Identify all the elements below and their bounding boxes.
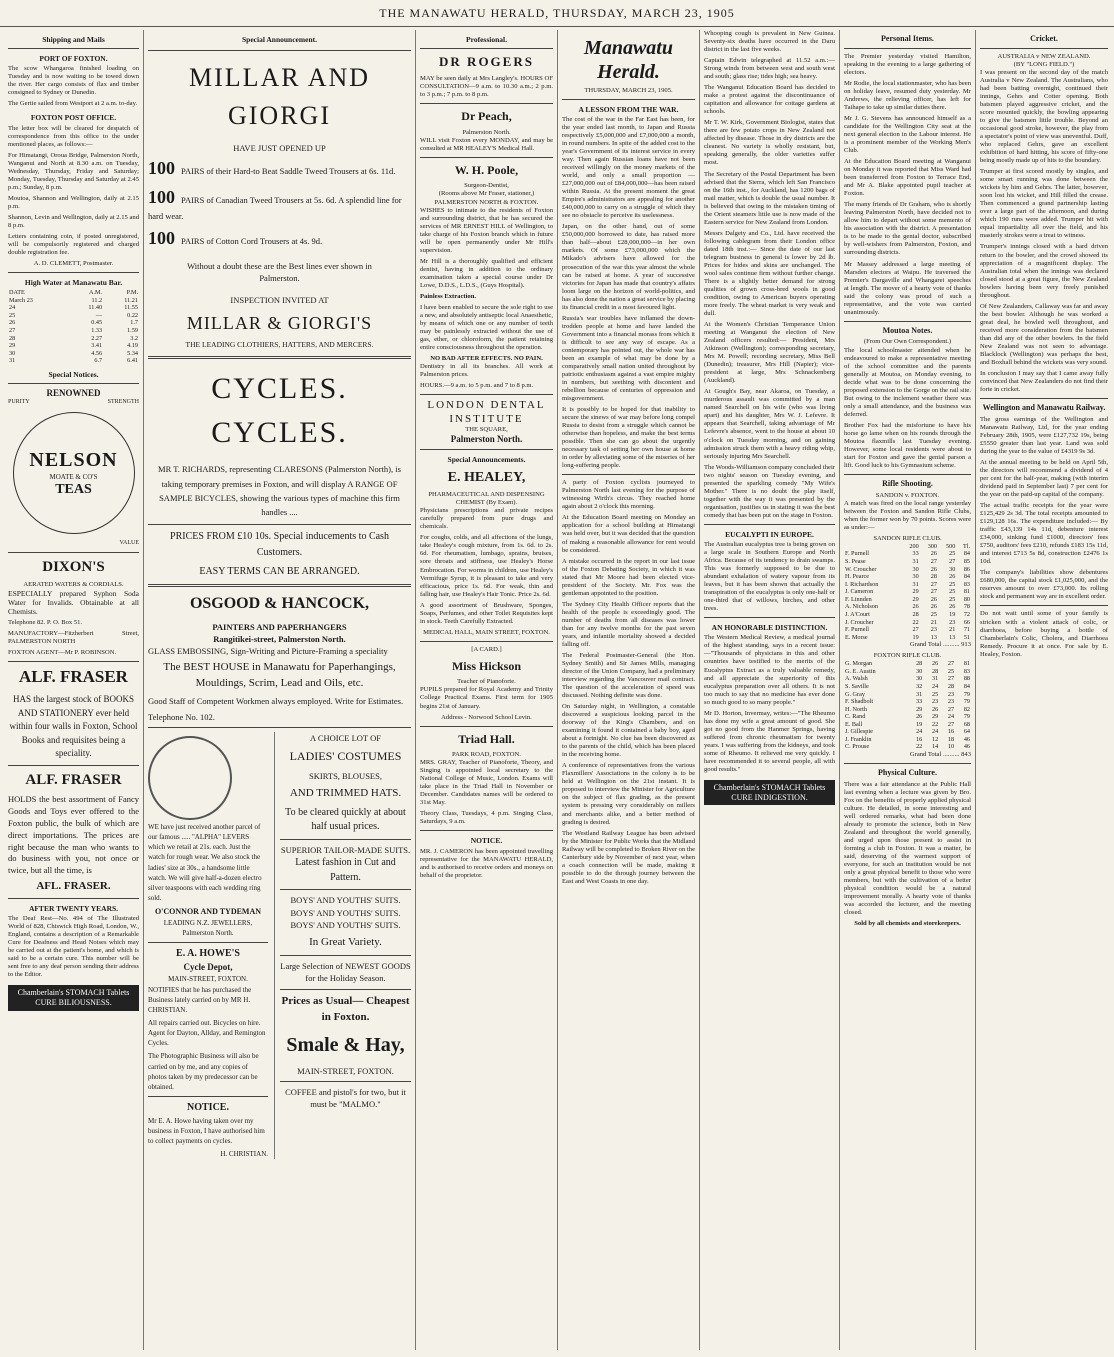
- healey-sub: PHARMACEUTICAL AND DISPENSING CHEMIST (By Exam).: [428, 491, 545, 507]
- fraser2-paragraph: HOLDS the best assortment of Fancy Goods and Toys ever offered to the Foxton public, the bulk of which are direct importations. The prices are right because the man who wants to do business with you, not once or twice, but all the time, is: [8, 793, 139, 876]
- sold-by-text: Sold by all chemists and storekeepers.: [854, 920, 961, 928]
- port-paragraph: The Gertie sailed from Westport at 2 a.m. to-day.: [8, 100, 138, 108]
- tide-col-header: P.M.: [126, 289, 138, 297]
- hickson-heading: Miss Hickson: [451, 658, 521, 673]
- news-paragraph: At Gough's Bay, near Akaroa, on Tuesday, a murderous assault was committed by a man named Searchell on his wife (who was living apart) and his daughter, Mrs W. J. Lefevre. It appears that Searchell, taking advantage of Mr Lefevre's absence, went to the house at about 10 o'clock on Tuesday morning, and on gaining admission struck them with a heavy riding whip, seriously injuring Mrs Searchell.: [704, 388, 835, 460]
- foxton-heading: FOXTON RIFLE CLUB.: [873, 652, 942, 660]
- port-paragraph: The scow Whangaroa finished loading on Tuesday and is now waiting to be towed down the river. Her cargo consists of flax and timber consigned to Sydney or Dunedin.: [8, 65, 139, 97]
- ladies-costumes: LADIES' COSTUMES: [289, 749, 402, 764]
- news-paragraph: Messrs Dalgety and Co., Ltd. have received the following cablegram from their London office dated 18th inst.:— Since the date of our last telegram business in general is lower by 2d lb. Prices for hides and skins are unchanged. The wool sales continue firm without further change. There is a slightly better demand for strong qualities of grown cross-bred wools in good condition, owing to American buyers operating more freely. The wheat market is very weak and dull.: [704, 229, 835, 318]
- osgood-sub: PAINTERS AND PAPERHANGERS: [212, 621, 347, 632]
- tide-row: 27 1.33 1.59: [9, 327, 138, 335]
- rifle-paragraph: A match was fired on the local range yesterday between the Foxton and Sandon Rifle Clubs, when the former won by 70 points. Scores were as under:—: [844, 499, 971, 531]
- hickson-address: Address - Norwood School Levin.: [441, 713, 532, 721]
- special-notices-heading: Special Notices.: [48, 369, 99, 379]
- howe-heading: E. A. HOWE'S: [176, 947, 240, 959]
- oconnor-sub: LEADING N.Z. JEWELLERS, Palmerston North.: [163, 918, 253, 937]
- healey-paragraph: For coughs, colds, and all affections of the lungs, take Healey's cough mixture, from 1s. 6d. to 2s. 6d. For rheumatism, lumbago, sprains, bruises, sore throats and stiffness, use Healey's Horse Embrocation. For worms in children, use Healey's Vermifuge Syrup, it is pleasant to take and very efficacious, price 1s. 6d. For weak, thin and falling hair, use Healey's Hair Tonic. Price 2s. 6d.: [420, 534, 553, 598]
- trouser-line-1: 100 PAIRS of their Hard-to Beat Saddle Tweed Trousers at 6s. 11d.: [148, 157, 396, 178]
- tea-ad-qualities: PURITY STRENGTH: [8, 398, 139, 405]
- news-paragraph: On Saturday night, in Wellington, a constable discovered a suspicious looking parcel in the doorway of the King's Chambers, and on examining it found it contained a baby boy, aged about a fortnight. No clue has been discovered as to the parents of the child, which has been placed in the receiving home.: [562, 703, 695, 759]
- tide-row: 24 11.40 11.55: [9, 304, 138, 312]
- moutoa-sub: (From Our Own Correspondent.): [863, 338, 952, 346]
- fraser-paragraph: HAS the largest stock of BOOKS AND STATIONERY ever held within four walls in Foxton, School Books and requisites being a speciality.: [9, 694, 138, 759]
- choice-text: A CHOICE LOT OF: [310, 732, 381, 743]
- rifle-sub: SANDON v. FOXTON.: [875, 491, 940, 499]
- triad-address: PARK ROAD, FOXTON.: [452, 751, 521, 759]
- boys-suits: BOYS' AND YOUTHS' SUITS.: [290, 907, 401, 918]
- osgood-telephone: Telephone No. 102.: [148, 711, 215, 722]
- inspection-text: INSPECTION INVITED AT: [230, 294, 329, 305]
- tide-row: 25 — 0.22: [9, 311, 138, 319]
- best-lines-text: Without a doubt these are the Best lines ever shown in Palmerston.: [187, 261, 372, 284]
- chamberlains-banner: Chamberlain's STOMACH Tablets CURE INDIGESTION.: [704, 780, 835, 806]
- tide-row: 31 6.7 6.41: [9, 357, 138, 365]
- special-announcements-heading: Special Announcements.: [447, 455, 526, 464]
- column-4: [558, 30, 700, 1350]
- news-paragraph: At the Education Board meeting on Monday an application for a school building at Himatangi was held over, but it was decided that the question of making a reasonable allowance for rent would be considered.: [562, 514, 695, 554]
- eucalyptus-heading: EUCALYPTI IN EUROPE.: [725, 529, 814, 539]
- cricket-sub: AUSTRALIA v NEW ZEALAND.: [997, 52, 1091, 60]
- score-row: H. Pearce 30 28 26 84: [845, 573, 970, 581]
- news-paragraph: The Secretary of the Postal Department has been advised that the Sierra, which left San Francisco on the 16th inst., for Auckland, has 1200 bags of mail matter, which is double the usual number. It is believed that owing to the mistaken timing of the Orient steamers little use is now made of the Eastern service for New Zealand from London.: [704, 170, 835, 226]
- score-row: J. Gillespie 24 24 16 64: [845, 728, 970, 736]
- painless-paragraph: I have been enabled to secure the sole right to use a new, and absolutely antiseptic local Anaesthetic, by means of which one or any number of teeth may be painlessly extracted without the use of gas, ether, or chloroform, the patient retaining entire consciousness throughout the operation.: [420, 303, 553, 352]
- no-after-effects: NO BAD AFTER EFFECTS. NO PAIN.: [430, 355, 543, 363]
- personal-paragraph: Mr J. G. Stevens has announced himself as a candidate for the Wellington City seat at the next general election in the Labour interest. He is a prominent member of the Working Men's Club.: [844, 114, 971, 155]
- score-row: I. Richardson 31 27 25 83: [845, 580, 970, 588]
- large-selection-text: Large Selection of NEWEST GOODS for the Holiday Season.: [280, 961, 411, 984]
- cycles-terms: EASY TERMS CAN BE ARRANGED.: [199, 565, 360, 577]
- score-row: F. Linnden 29 26 25 80: [845, 595, 970, 603]
- triad-hall-heading: Triad Hall.: [458, 731, 515, 746]
- news-paragraph: A party of Foxton cyclists journeyed to Palmerston North last evening for the purpose of witnessing Wirth's circus. They reached home again about 2 o'clock this morning.: [562, 479, 695, 511]
- boys-suits: BOYS' AND YOUTHS' SUITS.: [290, 919, 401, 930]
- tide-row: March 23 11.2 11.21: [9, 296, 138, 304]
- score-row: G. Gray 31 25 23 79: [845, 690, 970, 698]
- pocket-watch-illustration: [148, 736, 232, 820]
- howe-sub: Cycle Depot,: [183, 962, 233, 973]
- millar-giorgi-sub: MILLAR & GIORGI'S: [186, 313, 373, 334]
- news-paragraph: The Federal Postmaster-General (the Hon. Sydney Smith) and Sir James Mills, managing director of the Union Company, had a preliminary interview regarding the Vancouver mail contract. The question of the acceleration of speed was discussed. Nothing definite was done.: [562, 651, 695, 700]
- painless-heading: Painless Extraction.: [420, 292, 477, 300]
- gray-paragraph: MRS. GRAY, Teacher of Pianoforte, Theory, and Singing is appointed local secretary to the National College of Music, London. Exams will take place in the Triad Hall in November or December. Candidates names will be ordered to 31st May.: [420, 759, 553, 807]
- score-row: A. Walsh 30 31 27 88: [845, 675, 970, 683]
- testimonial-paragraph: Mr D. Horton, Invermay, writes:—"The Rheumo has done my wife a great amount of good. She got no good from the Hanmer Springs, having suffered from chronic rheumatism for twenty years. I was suffering from the kidneys, and took some of Rheumo. It relieved me very quickly. I have recommended it to several people, all with good results.": [704, 709, 835, 773]
- trimmed-hats: AND TRIMMED HATS.: [289, 786, 402, 799]
- issue-date: THURSDAY, MARCH 23, 1905.: [584, 86, 673, 94]
- personal-paragraph: Mr Massey addressed a large meeting of Marsden electors at Waipu. He traversed the Premier's Dargaville and Whangarei speeches at length. The mover of a hearty vote of thanks said the colony was proud of such a representative, and the vote was carried unanimously.: [844, 260, 971, 316]
- howe-paragraph: NOTIFIES that he has purchased the Business lately carried on by MR H. CHRISTIAN.: [148, 985, 252, 1014]
- honorable-paragraph: The Western Medical Review, a medical journal of the highest standing, says in a recent issue:—"Thousands of physicians in this and other countries have testified to the merits of the Eucalyptus Extract as a truly valuable remedy, and all appreciate the superiority of this eucalyptus preparation over all others. It is not too much to say that no medicine has ever done so much good to so many people.": [704, 634, 835, 706]
- cricket-paragraph: Trumper at first scored mostly by singles, and some smart running was done between the wickets by him and Gehrs. The latter, however, soon lost his wicket, and Hill filled the crease. Then commenced a grand partnership lasting over a large part of the afternoon, and during which 190 runs were added. Trumper hit with equal impartiality all over the field, and his masterly strokes were a treat to witness.: [980, 168, 1108, 240]
- railway-paragraph: The company's liabilities show debentures £680,000, the capital stock £1,025,000, and the reserves amount to over £73,000. Its rolling stock and permanent way are in excellent order.: [980, 569, 1108, 601]
- news-paragraph: The Wanganui Education Board has decided to make a protest against the discontinuance of capitation and allowance for cottage gardens at schools.: [704, 84, 835, 116]
- article-paragraph: The cost of the war in the Far East has been, for the year ended last month, to Japan and Russia respectively £5,000,000 and £7,000,000 a month, in round numbers. In spite of the added cost to the year's Government of its interest service in every way. Then again Russian loans have not been received willingly on the money markets of the world, and only a small proportion — £27,000,000 out of £84,000,000—has been raised within Russia. At the present moment the great Empire's administrators are appealing for another £40,000,000 to carry on a struggle of which they see no obstacle to perceive its uselessness.: [562, 115, 695, 220]
- cycles-paragraph: MR T. RICHARDS, representing CLARESONS (Palmerston North), is taking temporary premises in Foxton, and will display A RANGE OF SAMPLE BICYCLES, showing the various types of machine this firm handles ....: [158, 464, 401, 518]
- howe-street: MAIN-STREET, FOXTON.: [168, 975, 248, 984]
- score-row: C. Prouse 22 14 10 46: [845, 743, 970, 751]
- trouser-line-3: 100 PAIRS of Cotton Cord Trousers at 4s. 9d.: [148, 228, 323, 249]
- notice-signature: H. CHRISTIAN.: [220, 1149, 268, 1158]
- rifle-shooting-heading: Rifle Shooting.: [882, 478, 933, 488]
- post-paragraph: The letter box will be cleared for despatch of correspondence from this office to the under mentioned places, as follows:—: [8, 124, 139, 148]
- osgood-street: Rangitikei-street, Palmerston North.: [213, 633, 346, 644]
- personal-items-heading: Personal Items.: [881, 34, 934, 43]
- rogers-paragraph: MAY be seen daily at Mrs Langley's. HOURS OF CONSULTATION—9 a.m. to 10.30 a.m.; 2 p.m. to 3 p.m.; 7 p.m. to 8 p.m.: [420, 75, 553, 99]
- column-1: [4, 30, 144, 1350]
- postmaster-signature: A. D. CLEMETT, Postmaster.: [33, 260, 114, 268]
- smale-street: MAIN-STREET, FOXTON.: [297, 1065, 394, 1076]
- score-row: W. Croucher 30 26 30 86: [845, 565, 970, 573]
- cycles-heading: CYCLES. CYCLES.: [211, 372, 348, 449]
- after-twenty-years-paragraph: The Deaf Rest—No. 494 of The Illustrated World of 828, Chiswick High Road, London, W., England, contains a description of a Remarkable Cure for Deafness and Head Noises which may be carried out at the patient's home, and which is said to be a certain cure. This number will be sent free to any deaf person sending their address to the Editor.: [8, 914, 139, 978]
- notice-paragraph: MR. J. CAMERON has been appointed travelling representative for the MANAWATU HERALD, and is authorised to receive orders and moneys on behalf of the proprietor.: [420, 847, 553, 879]
- masthead: THE MANAWATU HERALD, THURSDAY, MARCH 23, 1905: [0, 0, 1114, 27]
- medical-hall-text: MEDICAL HALL, MAIN STREET, FOXTON.: [423, 628, 550, 636]
- tide-row: 28 2.27 3.2: [9, 334, 138, 342]
- lesson-heading: A LESSON FROM THE WAR.: [578, 104, 679, 114]
- nelson-tea-logo: NELSON MOATE & CO'S TEAS: [13, 412, 135, 534]
- cricket-paragraph: In conclusion I may say that I came away fully convinced that New Zealanders do not find their forte in cricket.: [980, 369, 1108, 393]
- foxton-total: Grand Total .......... 843: [909, 751, 971, 759]
- cricket-paragraph: Of New Zealanders, Callaway was far and away the best bowler. Although he was worked a great deal, he bowled well throughout, and received more consideration from the batsmen than did any of the other bowlers. In the field New Zealand was not seen to advantage. Blacklock (Wellington) was perhaps the best, and Boxhall behind the wickets was very sound.: [980, 302, 1108, 366]
- fraser2-heading: ALF. FRASER: [25, 771, 122, 788]
- hickson-paragraph: PUPILS prepared for Royal Academy and Trinity College Practical Exams. First term for 1905 begins 21st of January.: [420, 686, 553, 710]
- remedy-paragraph: Do not wait until some of your family is stricken with a violent attack of colic, or diarrhoea, before buying a bottle of Chamberlain's Colic, Cholera, and Diarrhoea Remedy. Procure it at once. For sale by E. Healey, Foxton.: [980, 610, 1108, 658]
- osgood-paragraph: Good Staff of Competent Workmen always employed. Write for Estimates.: [148, 696, 404, 707]
- post-paragraph: Moutoa, Shannon and Wellington, daily at 2.15 p.m.: [8, 194, 139, 210]
- physical-culture-heading: Physical Culture.: [878, 768, 937, 778]
- railway-paragraph: The gross earnings of the Wellington and Manawatu Railway, Ltd, for the year ending February 28th, 1905, were £127,732 19s, being £5550 greater than last year. Land was sold during the year to the value of £4319 9s 3d.: [980, 415, 1108, 455]
- dixon-sub: AERATED WATERS & CORDIALS.: [23, 580, 124, 588]
- column-6: [840, 30, 976, 1350]
- personal-paragraph: The many friends of Dr Graham, who is shortly leaving Palmerston North, have decided not to allow him to depart without some memento of his association with the district. A presentation is to be made to the genial doctor, subscribed by well-wishers from Palmerston, Foxton, and surrounding districts.: [844, 201, 971, 257]
- rogers-heading: DR ROGERS: [439, 54, 534, 70]
- clothiers-text: THE LEADING CLOTHIERS, HATTERS, AND MERCERS.: [185, 340, 374, 350]
- dixon-manufactory: MANUFACTORY—Fitzherbert Street, PALMERSTON NORTH: [8, 630, 139, 646]
- cricket-byline: (BY "LONG FIELD."): [1013, 60, 1075, 68]
- news-paragraph: A conference of representatives from the various Flaxmillers' Associations in the colony is to be held at Wellington on the 21st instant. It is proposed to interview the Minister for Agriculture on the subject of flax grading, as the present system is pressing very considerably on millers and merchants alike, and a better method of grading is desired.: [562, 762, 695, 826]
- post-paragraph: Shannon, Levin and Wellington, daily at 2.15 and 8 p.m.: [8, 213, 139, 229]
- prices-usual-text: Prices as Usual— Cheapest in Foxton.: [281, 994, 410, 1023]
- poole-heading: W. H. Poole,: [454, 162, 519, 177]
- special-announcement-heading: Special Announcement.: [241, 35, 317, 44]
- poole-address: (Rooms above Mr Fraser, stationer,) PALMERSTON NORTH & FOXTON.: [434, 190, 539, 206]
- fashion-text: Latest fashion in Cut and Pattern.: [295, 857, 396, 883]
- moutoa-paragraph: Brother Fox had the misfortune to have his horse go lame when on his rounds through the Moutoa flaxmills last Tuesday evening. However, some local residents were about to start for Foxton and gave the genial parson a lift. Good luck to his Gymnasium scheme.: [844, 421, 971, 469]
- smale-hay-heading: Smale & Hay,: [286, 1033, 405, 1056]
- news-paragraph: The Westland Railway League has been advised by the Minister for Public Works that the Midland Railway will be completed to Broken River on the Canterbury side by November of next year, when a coach connection will be made, making it possible to do the through journey between the East and West Coasts in one day.: [562, 829, 695, 885]
- sandon-heading: SANDON RIFLE CLUB.: [873, 534, 942, 542]
- personal-paragraph: At the Education Board meeting at Wanganui on Monday it was reported that Miss Ward had been transferred from Foxton to Terrace End, and Mr A. Blake appointed pupil teacher at Foxton.: [844, 158, 971, 198]
- score-row: E. Ball 19 22 27 68: [845, 720, 970, 728]
- oconnor-heading: O'CONNOR AND TYDEMAN: [154, 907, 262, 917]
- peach-paragraph: WILL visit Foxton every MONDAY, and may be consulted at MR HEALEY'S Medical Hall.: [420, 136, 553, 152]
- score-row: J. A'Court 28 25 19 72: [845, 610, 970, 618]
- news-paragraph: Whooping cough is prevalent in New Guinea. Seventy-six deaths have occurred in the Daru district in the last five weeks.: [704, 30, 835, 54]
- peach-heading: Dr Peach,: [461, 109, 512, 124]
- news-paragraph: The Woods-Williamson company concluded their two nights' season on Tuesday evening, and presented the sparkling comedy "My Wife's Mother." There is no doubt the play itself, together with the way it was presented by the organisation, justifies us in stating it was the best comedy that has been put on the stage in Foxton.: [704, 463, 835, 519]
- column-7: [976, 30, 1112, 1350]
- tea-ad-value: VALUE: [119, 540, 139, 547]
- coffee-text: COFFEE and pistol's for two, but it must be "MALMO.": [285, 1086, 406, 1110]
- fraser-heading: ALF. FRASER: [19, 667, 128, 687]
- tide-row: 26 0.45 1.7: [9, 319, 138, 327]
- sandon-total: Grand Total .......... 913: [909, 641, 971, 649]
- notice-heading: NOTICE.: [187, 1102, 229, 1114]
- dixon-telephone: Telephone 82. P. O. Box 51.: [8, 619, 83, 627]
- foxton-score-table: [844, 660, 971, 751]
- hours-text: HOURS.—9 a.m. to 5 p.m. and 7 to 8 p.m.: [420, 382, 534, 390]
- railway-paragraph: The actual traffic receipts for the year were £125,429 2s 3d. The total receipts amounted to £129,128 16s. The expenditure included:— By traffic £43,139 14s 11d, debenture interest £34,000, sinking fund £1000, directors' fees £750, auditors' fees £210, refunds £183 15s 11d, and interest £713 5s 8d, construction £2476 1s 10d.: [980, 502, 1108, 566]
- cricket-heading: Cricket.: [1030, 34, 1058, 43]
- personal-paragraph: Mr Rodie, the local stationmaster, who has been on holiday leave, resumed duty yesterday. Mr Andrews, the relieving officer, has left for Taihape to take up similar duties there.: [844, 79, 972, 111]
- score-row: S. Pease 31 27 27 85: [845, 558, 970, 566]
- notice-heading: NOTICE.: [470, 836, 503, 846]
- eucalyptus-paragraph: The Australian eucalyptus tree is being grown on a large scale in Southern Europe and North Africa. Because of its tendency to drain swamps. This was formerly supposed to be due to abundant exhalation of watery vapour from its leaves, but it has been shown that actually the transpiration of the eucalyptus is only one-half or one-third that of willows, birches, and other trees.: [704, 540, 835, 613]
- cricket-paragraph: I was present on the second day of the match Australia v New Zealand. The Australians, who had been batting overnight, continued their innings, Gehrs and Cotter opening. Both batsmen played aggressive cricket, and the score mounted quickly, the bowling appearing to give the batsmen little trouble. Beyond an occasional good stroke, however, the play from a spectator's point of view was uneventful. Duff, who replaced Gehrs, gave an excellent exhibition of hard hitting, his score of fifty-one being mostly made up of hits to the boundary.: [980, 68, 1108, 165]
- post-paragraph: Letters containing coin, if posted unregistered, will be compulsorily registered and charged double registration fee.: [8, 232, 139, 257]
- cricket-paragraph: Trumper's innings closed with a hard driven return to the bowler, and the crowd showed its appreciation of a magnificent display. The Australian total when the innings was declared closed stood at a great figure, the New Zealand bowlers having been very freely punished throughout.: [980, 243, 1108, 299]
- column-2: [144, 30, 416, 1350]
- news-paragraph: The Sydney City Health Officer reports that the health of the people is exceedingly good. The number of deaths from all diseases was lower than for any twelve months for the past seven years, and infantile mortality showed a decided falling off.: [562, 600, 695, 648]
- theory-text: Theory Class, Tuesdays, 4 p.m. Singing Class, Saturdays, 9 a.m.: [420, 810, 553, 826]
- healey-paragraph: Physicians prescriptions and private recipes carefully prepared from pure drugs and chemicals.: [420, 507, 553, 531]
- article-paragraph: Japan, on the other hand, out of some £50,000,000 borrowed to date, has raised more than half—about £28,000,000—in her own markets. Of some £73,000,000 which the Mikado's advisers have allowed for the prosecution of the war this year almost the whole can be raised at home. A year of successive victories for Japan has made that country's affairs loom large on the horizon of world-politics, and has also done the nation a great service by placing its financial credit in a most favoured light.: [562, 223, 695, 311]
- trouser-line-2: 100 PAIRS of Canadian Tweed Trousers at 5s. 6d. A splendid line for hard wear.: [148, 186, 402, 221]
- score-row: A. Nicholson 26 26 26 78: [845, 603, 970, 611]
- score-row: F. Purnell 27 23 21 71: [845, 626, 970, 634]
- tide-col-header: A.M.: [89, 289, 103, 297]
- moutoa-notes-heading: Moutoa Notes.: [882, 325, 933, 335]
- railway-heading: Wellington and Manawatu Railway.: [982, 403, 1106, 413]
- cleared-text: To be cleared quickly at about half usual prices.: [285, 806, 406, 833]
- peach-sub: Palmerston North.: [462, 128, 511, 136]
- howe-paragraph: All repairs carried out. Bicycles on hire. Agent for Dayton, Allday, and Remington Cycles.: [148, 1019, 266, 1048]
- tea-ad-renowned: RENOWNED: [46, 387, 101, 398]
- osgood-hancock-heading: OSGOOD & HANCOCK,: [189, 595, 370, 613]
- howe-paragraph: The Photographic Business will also be carried on by me, and any copies of photos taken by my predecessor can be obtained.: [148, 1052, 259, 1091]
- dentistry-text: Dentistry in all its branches. All work at Palmerston prices.: [420, 363, 553, 379]
- news-paragraph: Captain Edwin telegraphed at 11.52 a.m.:—Strong winds from between west and south west and south; glass rise; tides high; sea heavy.: [704, 57, 835, 81]
- railway-paragraph: At the annual meeting to be held on April 5th, the directors will recommend a dividend of 4 per cent for the half-year, making (with interim dividend paid in September last) 7 per cent for the year on the paid-up capital of the company.: [980, 458, 1108, 499]
- opened-text: HAVE JUST OPENED UP: [233, 143, 326, 154]
- healey-paragraph: A good assortment of Brushware, Sponges, Soaps, Perfumes, and other Toilet Requisites kept in stock. Teeth Carefully Extracted.: [420, 601, 553, 625]
- dixon-agent: FOXTON AGENT—Mr P. ROBINSON.: [8, 649, 117, 657]
- variety-text: In Great Variety.: [309, 936, 382, 949]
- physical-paragraph: There was a fair attendance at the Public Hall last evening when a lecture was given by Bro. Fox on the benefits of properly applied physical culture. He detailed, in some interesting and well ordered remarks, what had been done already to promote the science, both in New Zealand and throughout the world generally, and urged upon those present to assist in forming a club in Foxton. It was a matter, he said, deserving of the warmest support of everyone, for such an institution would be not only a great physical benefit to those who were members, but with the cultivation of a better physical condition would be a natural improvement morally. A hearty vote of thanks was accorded the lecturer, and the meeting closed.: [844, 780, 971, 917]
- fraser2-signature: AFL. FRASER.: [36, 880, 111, 893]
- skirts-blouses: SKIRTS, BLOUSES,: [309, 770, 382, 781]
- sandon-score-table: 200 300 500 Tl. F. Purnell 33 26 25 84 S. Pease 31 27 27 85 W. Croucher 30 26 30 86 H. Pearce 30 28 26 84 I. Richardson 31 27 25 83 J. Cameron 29 27 25 81 F. Linnden 29 26 25 80 A. Nicholson 26 26 26 78 J. A'Court 28 25 19 72 J. Croucher 22 21 23 66 F. Purnell 27 23 21 71 E. Morse 19 13 13 51: [845, 542, 970, 641]
- score-row: F. Shadbolt 33 23 23 79: [845, 698, 970, 706]
- article-paragraph: Russia's war troubles have inflamed the down-trodden people at home and have landed the Government into a financial morass from which it is difficult to see any way of escape. As a contemporary has pointed out, the whole war has been an example of what may be done by a comparatively small nation united throughout by patriotic enthusiasm against a vast empire mighty in numbers, but seething with discontent and rebellion because of centuries of oppression and misgovernment.: [562, 314, 695, 403]
- moutoa-paragraph: The local schoolmaster attended when he endeavoured to make a representative meeting of the school committee and the parents generally at Moutoa, on Monday evening, to decide what was to be done concerning the proposed extension to the Gorge on the rail site. But owing to the inclement weather there was only a small attendance, and the business was deferred.: [844, 346, 971, 418]
- london-dental-town: Palmerston North.: [450, 434, 523, 445]
- news-paragraph: At the Women's Christian Temperance Union meeting at Wanganui the election of New Zealand officers resulted:— President, Mrs Atkinson (Wellington); corresponding secretary, Mrs M. Powell; recording secretary, Miss Bell (Dunedin); treasurer, Mrs Hill (Napier); vice-president at large, Mrs Schnackenberg (Auckland).: [704, 321, 835, 385]
- professional-heading: Professional.: [466, 35, 507, 44]
- chamberlains-banner: Chamberlain's STOMACH Tablets CURE BILIOUSNESS.: [8, 985, 139, 1011]
- score-row: F. Purnell 33 26 25 84: [845, 550, 970, 558]
- score-row: J. Franklin 16 12 18 46: [845, 735, 970, 743]
- after-twenty-years-heading: AFTER TWENTY YEARS.: [28, 903, 119, 913]
- tide-table: [8, 289, 139, 365]
- tide-row: 29 3.41 4.19: [9, 342, 138, 350]
- london-dental-square: THE SQUARE,: [465, 426, 508, 433]
- post-office-heading: FOXTON POST OFFICE.: [30, 113, 117, 123]
- score-row: G. Morgan 28 26 27 81: [845, 660, 970, 668]
- card-label: [A CARD.]: [471, 645, 502, 653]
- news-paragraph: Mr T. W. Kirk, Government Biologist, states that there are few potato crops in New Zealand not affected by disease. Those in dry districts are the cleanest. No variety is wholly resistant, but, speaking generally, the older varieties suffer most.: [704, 119, 835, 167]
- score-row: H. North 29 26 27 82: [845, 705, 970, 713]
- notice-paragraph: Mr E. A. Howe having taken over my business in Foxton, I have authorised him to collect payments on cycles.: [148, 1116, 265, 1145]
- cycles-prices: PRICES FROM £10 10s. Special inducements to Cash Customers.: [170, 530, 389, 558]
- article-paragraph: It is possibly to be hoped for that inability to secure the sinews of war may before long compel Russia to desist from a struggle which cannot be otherwise than hopeless, and make the best terms possible. Then she can go about the urgently necessary task of setting her own house at home in order by alleviating some of the miseries of her long-suffering people.: [562, 406, 695, 470]
- boys-suits: BOYS' AND YOUTHS' SUITS.: [290, 895, 401, 906]
- score-row: C. Rand 26 29 24 79: [845, 713, 970, 721]
- personal-paragraph: The Premier yesterday visited Hamilton, speaking in the evening to a large gathering of electors.: [844, 52, 971, 76]
- score-row: S. Saville 32 24 28 84: [845, 682, 970, 690]
- watch-paragraph: WE have just received another parcel of our famous ..... "ALPHA" LEVERS which we retail at 21s. each. Just the watch for rough wear. We also stock the ladies' size at 30s., a handsome little watch. We will give half-a-dozen electro silver teaspoons with each wedding ring sold.: [148, 822, 262, 902]
- dixon-paragraph: ESPECIALLY prepared Syphon Soda Water for Invalids. Obtainable at all Chemists.: [8, 588, 139, 617]
- poole-paragraph: WISHES to intimate to the residents of Foxton and surrounding district, that he has secured the services of MR ERNEST HILL of Wellington, to take charge of his Foxton branch which in future will be open permanently under Mr Hill's supervision.: [420, 206, 553, 254]
- tide-heading: High Water at Manawatu Bar.: [24, 278, 123, 288]
- port-heading: PORT OF FOXTON.: [39, 54, 108, 64]
- score-row: J. Cameron 29 27 25 81: [845, 588, 970, 596]
- shipping-heading: Shipping and Mails: [42, 35, 105, 44]
- dixon-heading: DIXON'S: [42, 558, 105, 575]
- newspaper-nameplate: Manawatu Herald.: [584, 37, 673, 84]
- healey-heading: E. HEALEY,: [447, 470, 526, 486]
- score-row: J. Croucher 22 21 23 66: [845, 618, 970, 626]
- news-paragraph: A mistake occurred in the report in our last issue of the Foxton Debating Society, in which it was stated that Mr Moore had been elected vice-president of the Society. Mr. Fox was the gentleman appointed to the position.: [562, 557, 695, 597]
- osgood-paragraph: GLASS EMBOSSING, Sign-Writing and Picture-Framing a speciality: [148, 646, 388, 657]
- millar-giorgi-heading: MILLAR AND GIORGI: [188, 62, 371, 130]
- poole-paragraph: Mr Hill is a thoroughly qualified and efficient dentist, having in addition to the ordinary examination taken a special course under Dr Lowe, D.D.S., L.D.S., (Guys Hospital).: [420, 257, 553, 289]
- tailor-text: SUPERIOR TAILOR-MADE SUITS.: [280, 844, 411, 855]
- column-5: [700, 30, 840, 1350]
- hickson-sub: Teacher of Pianoforte.: [457, 678, 516, 686]
- tide-col-header: DATE: [9, 289, 25, 297]
- score-row: E. Morse 19 13 13 51: [845, 633, 970, 641]
- score-row: G. E. Austin 30 28 25 83: [845, 667, 970, 675]
- london-dental-heading: LONDON DENTAL INSTITUTE: [427, 399, 546, 425]
- poole-sub: Surgeon-Dentist,: [464, 182, 509, 190]
- post-paragraph: For Himatangi, Oroua Bridge, Palmerston North, Wanganui and North at 8.30 a.m. on Tuesday, Wednesday, Thursday, Friday and Saturday; Monday, Tuesday, Thursday and Saturday at 2.45 p.m.; Sunday, 8 p.m.: [8, 151, 139, 191]
- tide-row: 30 4.56 5.34: [9, 349, 138, 357]
- honorable-heading: AN HONORABLE DISTINCTION.: [711, 623, 828, 633]
- column-3: [416, 30, 558, 1350]
- osgood-paragraph: The BEST HOUSE in Manawatu for Paperhangings, Mouldings, Scrim, Lead and Oils, etc.: [163, 661, 396, 690]
